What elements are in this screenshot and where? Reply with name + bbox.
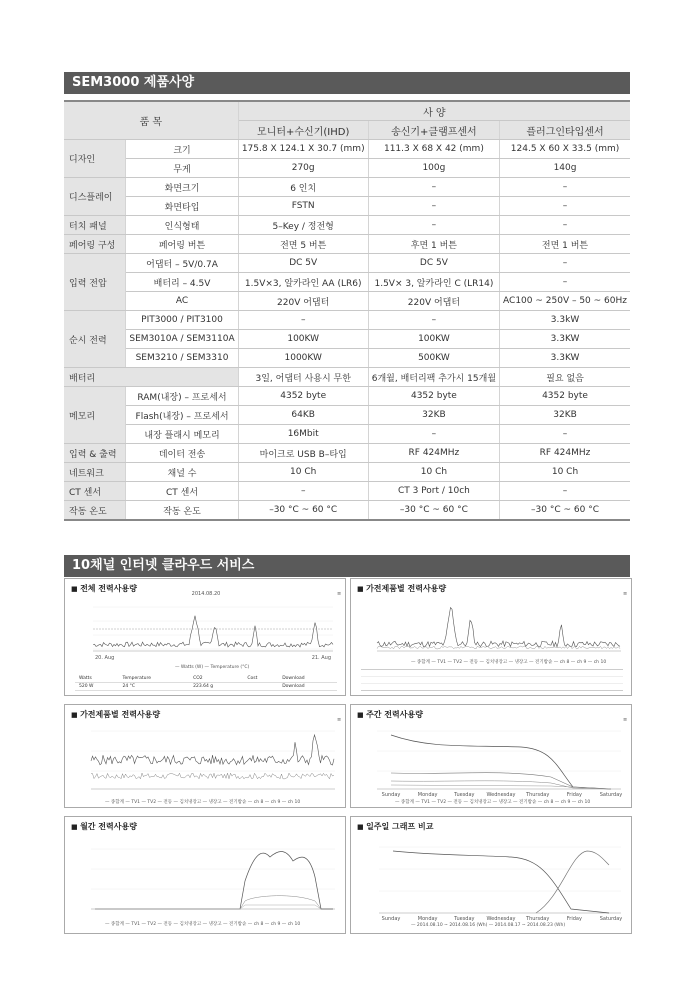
spec-value: 3.3KW (500, 330, 630, 349)
spec-value: – (238, 482, 368, 501)
x-tick-label: Friday (566, 916, 582, 922)
spec-value: – (368, 425, 499, 444)
spec-value: 전면 5 버튼 (238, 235, 368, 254)
spec-category: 입력 & 출력 (64, 444, 126, 463)
spec-value: 64KB (238, 406, 368, 425)
spec-row (64, 311, 630, 330)
spec-value: 6개월, 배터리팩 추가시 15개월 (368, 368, 499, 387)
spec-col-clamp: 송신기+클램프센서 (368, 121, 499, 140)
spec-value: 220V 어댑터 (368, 292, 499, 311)
x-tick-end: 21. Aug (311, 655, 331, 661)
spec-row (64, 292, 630, 311)
spec-row (64, 216, 630, 235)
appliance-chart-2 (65, 705, 347, 809)
spec-row (64, 159, 630, 178)
spec-value: 10 Ch (238, 463, 368, 482)
spec-row (64, 368, 630, 387)
menu-icon: ≡ (623, 717, 628, 723)
spec-value: – (368, 216, 499, 235)
spec-row (64, 235, 630, 254)
spec-value: 10 Ch (368, 463, 499, 482)
spec-value: 1000KW (238, 349, 368, 368)
menu-icon: ≡ (623, 591, 628, 597)
spec-value: 111.3 X 68 X 42 (mm) (368, 140, 499, 159)
x-tick-start: 20. Aug (95, 655, 115, 661)
spec-category: 작동 온도 (64, 501, 126, 521)
spec-subitem: SEM3010A / SEM3110A (126, 330, 238, 349)
spec-value: –30 °C ~ 60 °C (500, 501, 630, 521)
spec-value: 4352 byte (368, 387, 499, 406)
panel-title: ■ 월간 전력사용량 (71, 821, 137, 832)
spec-value: RF 424MHz (500, 444, 630, 463)
spec-value: RF 424MHz (368, 444, 499, 463)
spec-row (64, 254, 630, 273)
spec-value: 전면 1 버튼 (500, 235, 630, 254)
spec-value: – (500, 425, 630, 444)
spec-subitem: SEM3210 / SEM3310 (126, 349, 238, 368)
spec-category: 배터리 (64, 368, 238, 387)
spec-value: 140g (500, 159, 630, 178)
spec-value: – (500, 482, 630, 501)
spec-value: 100KW (238, 330, 368, 349)
chart-date: 2014.08.20 (191, 591, 221, 597)
spec-row (64, 406, 630, 425)
spec-col-ihd: 모니터+수신기(IHD) (238, 121, 368, 140)
panel-title: ■ 주간 전력사용량 (357, 709, 423, 720)
spec-category: 순시 전력 (64, 311, 126, 368)
spec-subitem: 작동 온도 (126, 501, 238, 521)
spec-value: DC 5V (368, 254, 499, 273)
chart-legend: — 종합계 — TV1 — TV2 — 전등 — 김치냉장고 — 냉장고 — 전기밥솥 — ch 8 — ch 9 — ch 10 (411, 660, 607, 665)
spec-subitem: 내장 플래시 메모리 (126, 425, 238, 444)
x-tick-label: Sunday (381, 916, 401, 922)
x-tick-label: Thursday (526, 792, 550, 798)
spec-subitem: CT 센서 (126, 482, 238, 501)
appliance-summary-table (361, 669, 623, 691)
spec-value: – (500, 254, 630, 273)
spec-value: 후면 1 버튼 (368, 235, 499, 254)
spec-value: – (500, 273, 630, 292)
chart-legend: — 2014.08.10 ~ 2014.08.16 (Wh) — 2014.08.17 ~ 2014.08.23 (Wh) (411, 923, 566, 928)
panel-title: ■ 전체 전력사용량 (71, 583, 137, 594)
spec-value: 5–Key / 정전형 (238, 216, 368, 235)
spec-value: 3일, 어댑터 사용시 무한 (238, 368, 368, 387)
spec-subitem: 채널 수 (126, 463, 238, 482)
x-tick-label: Wednesday (486, 792, 516, 798)
chart-legend: — 종합계 — TV1 — TV2 — 전등 — 김치냉장고 — 냉장고 — 전기밥솥 — ch 8 — ch 9 — ch 10 (105, 800, 301, 805)
spec-subitem: 배터리 – 4.5V (126, 273, 238, 292)
panel-appliance-usage-2 (64, 704, 346, 808)
spec-row (64, 178, 630, 197)
spec-table (64, 100, 630, 521)
spec-value: 32KB (368, 406, 499, 425)
menu-icon: ≡ (337, 591, 342, 597)
spec-row (64, 425, 630, 444)
spec-value: 16Mbit (238, 425, 368, 444)
panel-title: ■ 가전제품별 전력사용량 (357, 583, 446, 594)
spec-subitem: PIT3000 / PIT3100 (126, 311, 238, 330)
spec-subitem: RAM(내장) – 프로세서 (126, 387, 238, 406)
panel-week-compare (350, 816, 632, 934)
spec-value: CT 3 Port / 10ch (368, 482, 499, 501)
spec-header-item: 품 목 (64, 101, 238, 140)
spec-value: – (368, 178, 499, 197)
spec-category: 메모리 (64, 387, 126, 444)
spec-subitem: 어댑터 – 5V/0.7A (126, 254, 238, 273)
spec-row (64, 197, 630, 216)
spec-value: –30 °C ~ 60 °C (238, 501, 368, 521)
spec-category: CT 센서 (64, 482, 126, 501)
spec-category: 디자인 (64, 140, 126, 178)
spec-value: 1.5V×3, 알카라인 AA (LR6) (238, 273, 368, 292)
x-tick-label: Sunday (381, 792, 401, 798)
spec-header-spec: 사 양 (238, 101, 630, 121)
spec-value: 필요 없음 (500, 368, 630, 387)
spec-value: 10 Ch (500, 463, 630, 482)
spec-value: 4352 byte (238, 387, 368, 406)
spec-value: – (500, 178, 630, 197)
spec-subitem: Flash(내장) – 프로세서 (126, 406, 238, 425)
x-tick-label: Wednesday (486, 916, 516, 922)
x-tick-label: Saturday (599, 792, 623, 798)
spec-category: 터치 패널 (64, 216, 126, 235)
spec-value: 1.5V× 3, 알카라인 C (LR14) (368, 273, 499, 292)
x-tick-label: Monday (417, 916, 438, 922)
spec-row (64, 273, 630, 292)
spec-subitem: AC (126, 292, 238, 311)
panel-total-usage (64, 578, 346, 696)
x-tick-label: Thursday (526, 916, 550, 922)
spec-value: – (500, 197, 630, 216)
spec-header-row (64, 101, 630, 121)
spec-row (64, 330, 630, 349)
panel-title: ■ 일주일 그래프 비교 (357, 821, 433, 832)
spec-value: 마이크로 USB B–타입 (238, 444, 368, 463)
spec-row (64, 463, 630, 482)
chart-legend: — 종합계 — TV1 — TV2 — 전등 — 김치냉장고 — 냉장고 — 전기밥솥 — ch 8 — ch 9 — ch 10 (395, 800, 591, 805)
spec-value: 175.8 X 124.1 X 30.7 (mm) (238, 140, 368, 159)
spec-value: 100g (368, 159, 499, 178)
x-tick-label: Friday (566, 792, 582, 798)
spec-section-title: SEM3000 제품사양 (64, 72, 630, 94)
spec-subitem: 화면타입 (126, 197, 238, 216)
spec-value: FSTN (238, 197, 368, 216)
spec-value: – (368, 311, 499, 330)
spec-value: – (368, 197, 499, 216)
spec-value: 100KW (368, 330, 499, 349)
spec-col-plugin: 플러그인타입센서 (500, 121, 630, 140)
spec-value: – (238, 311, 368, 330)
spec-category: 페어링 구성 (64, 235, 126, 254)
spec-value: –30 °C ~ 60 °C (368, 501, 499, 521)
spec-row (64, 387, 630, 406)
spec-value: 4352 byte (500, 387, 630, 406)
panel-title: ■ 가전제품별 전력사용량 (71, 709, 160, 720)
spec-value: 6 인치 (238, 178, 368, 197)
spec-value: 124.5 X 60 X 33.5 (mm) (500, 140, 630, 159)
spec-row (64, 444, 630, 463)
download-link[interactable]: Download (278, 683, 337, 691)
week-compare-chart (351, 817, 633, 935)
cloud-section-title: 10채널 인터넷 클라우드 서비스 (64, 555, 630, 577)
x-tick-label: Tuesday (454, 792, 475, 798)
panel-appliance-usage-1 (350, 578, 632, 696)
panel-monthly-usage (64, 816, 346, 934)
spec-value: 3.3KW (500, 349, 630, 368)
weekly-chart (351, 705, 633, 809)
spec-category: 디스플레이 (64, 178, 126, 216)
spec-category: 네트워크 (64, 463, 126, 482)
spec-row (64, 140, 630, 159)
spec-subitem: 크기 (126, 140, 238, 159)
spec-value: 32KB (500, 406, 630, 425)
spec-subitem: 무게 (126, 159, 238, 178)
spec-subitem: 페어링 버튼 (126, 235, 238, 254)
monthly-chart (65, 817, 347, 935)
spec-value: 500KW (368, 349, 499, 368)
chart-legend: — Watts (W) — Temperature (°C) (175, 665, 250, 670)
x-tick-label: Tuesday (454, 916, 475, 922)
spec-subitem: 인식형태 (126, 216, 238, 235)
spec-row (64, 501, 630, 521)
chart-legend: — 종합계 — TV1 — TV2 — 전등 — 김치냉장고 — 냉장고 — 전기밥솥 — ch 8 — ch 9 — ch 10 (105, 922, 301, 927)
panel-weekly-usage (350, 704, 632, 808)
summary-table: Watts Temperature CO2 Cost Download 520 W 24 °C 223.64 g Download (75, 675, 337, 691)
x-tick-label: Monday (417, 792, 438, 798)
spec-row (64, 482, 630, 501)
spec-row (64, 349, 630, 368)
spec-value: DC 5V (238, 254, 368, 273)
menu-icon: ≡ (337, 717, 342, 723)
spec-value: 270g (238, 159, 368, 178)
watts-series (93, 616, 333, 647)
spec-value: AC100 ~ 250V – 50 ~ 60Hz (500, 292, 630, 311)
spec-subitem: 화면크기 (126, 178, 238, 197)
spec-value: 220V 어댑터 (238, 292, 368, 311)
spec-value: – (500, 216, 630, 235)
spec-category: 입력 전압 (64, 254, 126, 311)
spec-subitem: 데이터 전송 (126, 444, 238, 463)
spec-value: 3.3kW (500, 311, 630, 330)
x-tick-label: Saturday (599, 916, 623, 922)
